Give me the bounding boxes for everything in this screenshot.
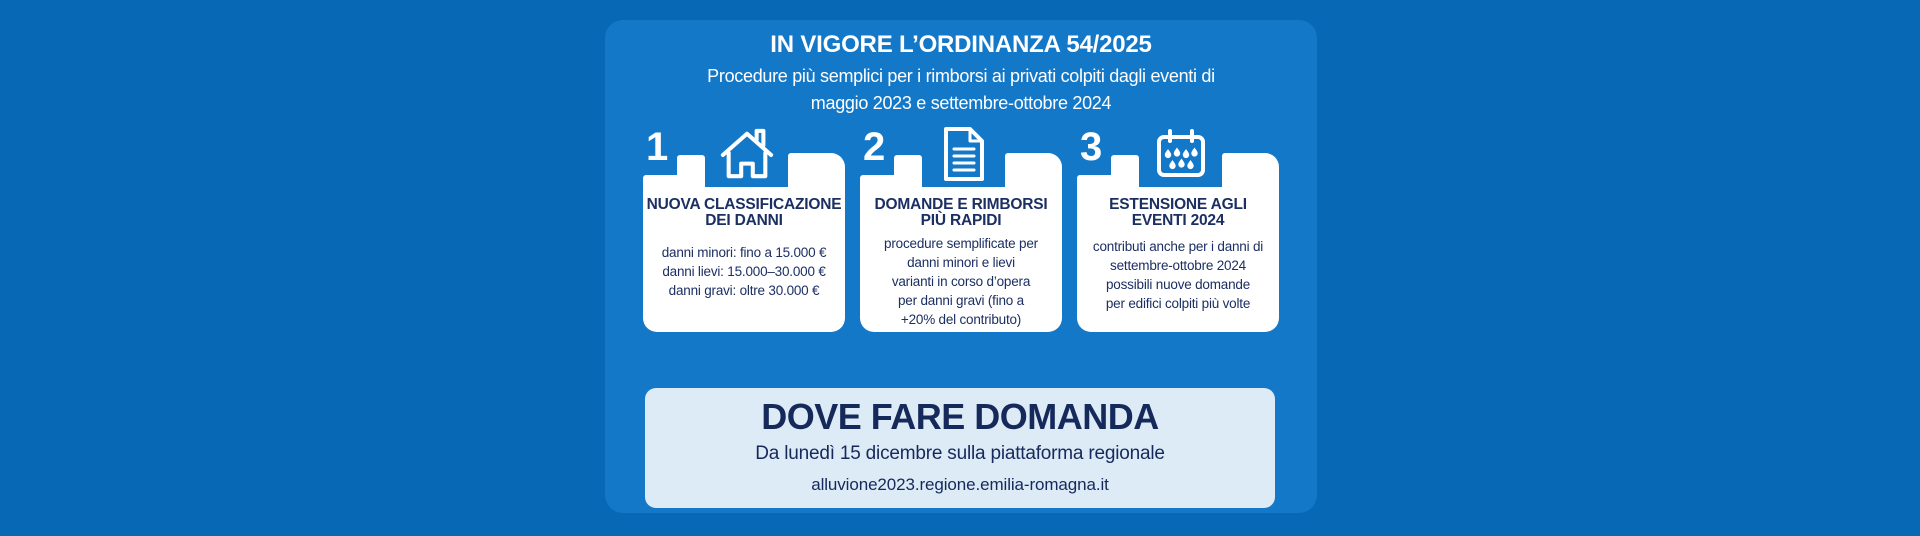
platform-info-text: Da lunedì 15 dicembre sulla piattaforma regionale [755, 443, 1165, 464]
main-panel [605, 20, 1317, 513]
card-damage-classification [643, 125, 845, 332]
where-to-apply-heading: DOVE FARE DOMANDA [761, 396, 1159, 437]
card-top-tab [677, 155, 705, 189]
card-text [643, 243, 845, 300]
text-line: +20% del contributo) [900, 312, 1022, 327]
text-line: per danni gravi (fino a [898, 293, 1024, 308]
platform-url: alluvione2023.regione.emilia-romagna.it [811, 475, 1109, 494]
card-title [1077, 187, 1279, 229]
calendar-rain-icon [1139, 125, 1222, 183]
subtitle-line: Procedure più semplici per i rimborsi ai privati colpiti dagli eventi di [707, 66, 1215, 86]
house-icon [705, 125, 788, 183]
card-content [860, 187, 1062, 332]
text-line: danni lievi: 15.000–30.000 € [662, 264, 826, 279]
title-line: DOMANDE E RIMBORSI [874, 196, 1048, 213]
subtitle-line: maggio 2023 e settembre-ottobre 2024 [810, 93, 1112, 113]
card-number: 3 [1080, 125, 1103, 169]
title-line: PIÙ RAPIDI [920, 212, 1002, 229]
title-line: ESTENSIONE AGLI [1109, 196, 1247, 213]
card-top-tab [643, 175, 677, 189]
card-2024-extension [1077, 125, 1279, 332]
card-text [1077, 237, 1279, 313]
card-top-tab [1077, 175, 1111, 189]
text-line: contributi anche per i danni di [1092, 239, 1264, 254]
document-icon [922, 125, 1005, 183]
card-top-tab [894, 155, 922, 189]
card-top-tab [1222, 153, 1279, 189]
text-line: per edifici colpiti più volte [1105, 296, 1251, 311]
card-top-tab [1111, 155, 1139, 189]
card-text [860, 234, 1062, 329]
text-line: danni gravi: oltre 30.000 € [668, 283, 820, 298]
title-line: NUOVA CLASSIFICAZIONE [646, 196, 842, 213]
text-line: danni minori e lievi [907, 255, 1015, 270]
card-title [643, 187, 845, 229]
card-number: 2 [863, 125, 886, 169]
card-top-tab [788, 153, 845, 189]
title-line: DEI DANNI [705, 212, 783, 229]
page-subtitle [605, 63, 1317, 117]
card-content [1077, 187, 1279, 332]
text-line: possibili nuove domande [1106, 277, 1250, 292]
card-title [860, 187, 1062, 229]
text-line: procedure semplificate per [884, 236, 1038, 251]
text-line: settembre-ottobre 2024 [1110, 258, 1246, 273]
card-faster-refunds [860, 125, 1062, 332]
page-title: IN VIGORE L’ORDINANZA 54/2025 [770, 31, 1152, 58]
card-top-tab [860, 175, 894, 189]
text-line: varianti in corso d’opera [891, 274, 1031, 289]
card-content [643, 187, 845, 332]
text-line: danni minori: fino a 15.000 € [661, 245, 827, 260]
card-top-tab [1005, 153, 1062, 189]
title-line: EVENTI 2024 [1131, 212, 1225, 229]
card-number: 1 [646, 125, 669, 169]
where-to-apply-box [645, 388, 1275, 508]
